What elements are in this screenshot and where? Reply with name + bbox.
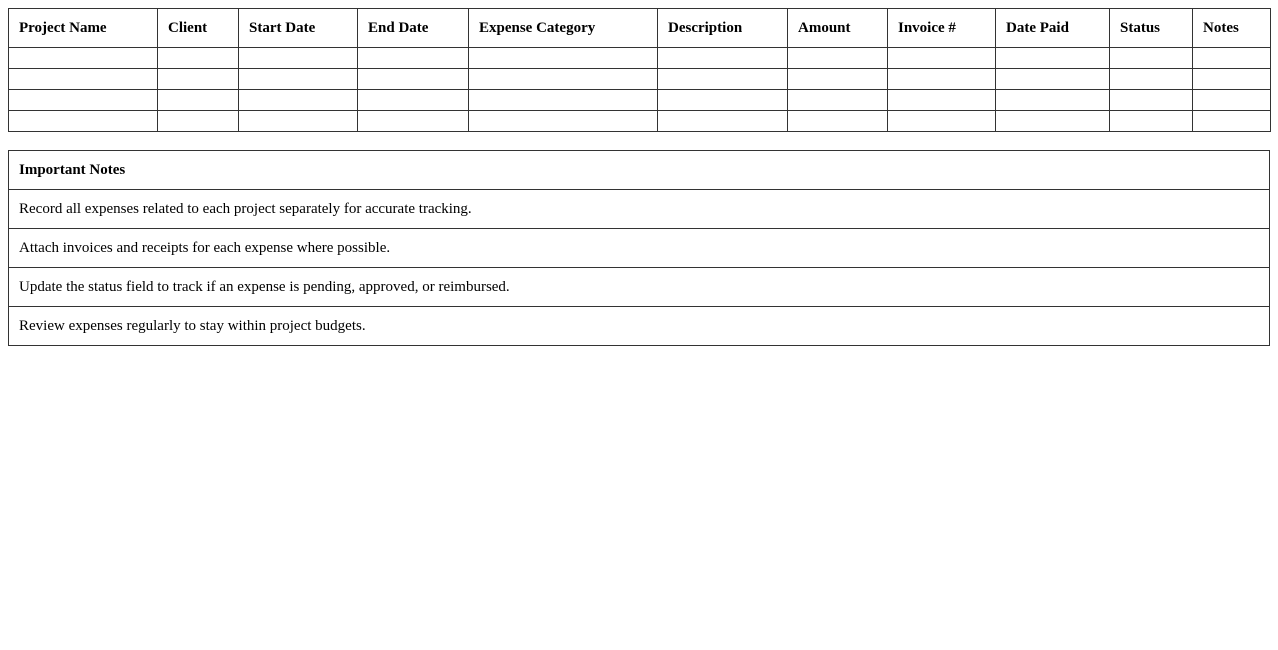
table-row [9, 69, 1271, 90]
table-cell[interactable] [888, 90, 996, 111]
note-text: Review expenses regularly to stay within project budgets. [9, 307, 1270, 346]
table-cell[interactable] [469, 111, 658, 132]
table-cell[interactable] [158, 111, 239, 132]
table-cell[interactable] [469, 48, 658, 69]
list-item [9, 190, 1270, 229]
table-cell[interactable] [1193, 69, 1271, 90]
table-cell[interactable] [788, 90, 888, 111]
notes-title: Important Notes [9, 151, 1270, 190]
header-start-date: Start Date [239, 9, 358, 48]
table-cell[interactable] [358, 90, 469, 111]
table-cell[interactable] [658, 48, 788, 69]
table-cell[interactable] [658, 111, 788, 132]
header-date-paid: Date Paid [996, 9, 1110, 48]
note-text: Update the status field to track if an expense is pending, approved, or reimbursed. [9, 268, 1270, 307]
table-cell[interactable] [996, 48, 1110, 69]
table-cell[interactable] [1193, 111, 1271, 132]
table-row [9, 111, 1271, 132]
header-invoice-number: Invoice # [888, 9, 996, 48]
table-cell[interactable] [358, 48, 469, 69]
table-cell[interactable] [1110, 69, 1193, 90]
header-status: Status [1110, 9, 1193, 48]
table-cell[interactable] [158, 69, 239, 90]
table-cell[interactable] [239, 90, 358, 111]
table-cell[interactable] [1110, 90, 1193, 111]
table-cell[interactable] [9, 111, 158, 132]
list-item [9, 229, 1270, 268]
table-cell[interactable] [788, 111, 888, 132]
table-row [9, 48, 1271, 69]
table-cell[interactable] [888, 69, 996, 90]
document-sheet [8, 8, 1270, 346]
header-expense-category: Expense Category [469, 9, 658, 48]
table-cell[interactable] [9, 90, 158, 111]
table-cell[interactable] [239, 69, 358, 90]
list-item [9, 307, 1270, 346]
table-cell[interactable] [788, 48, 888, 69]
table-cell[interactable] [9, 69, 158, 90]
expense-table [8, 8, 1271, 132]
header-description: Description [658, 9, 788, 48]
table-cell[interactable] [158, 90, 239, 111]
table-cell[interactable] [469, 90, 658, 111]
note-text: Attach invoices and receipts for each expense where possible. [9, 229, 1270, 268]
table-cell[interactable] [788, 69, 888, 90]
table-cell[interactable] [9, 48, 158, 69]
table-cell[interactable] [888, 48, 996, 69]
table-cell[interactable] [158, 48, 239, 69]
table-cell[interactable] [1110, 48, 1193, 69]
table-cell[interactable] [658, 69, 788, 90]
notes-header-row [9, 151, 1270, 190]
header-notes: Notes [1193, 9, 1271, 48]
table-row [9, 90, 1271, 111]
table-cell[interactable] [1193, 90, 1271, 111]
header-client: Client [158, 9, 239, 48]
table-cell[interactable] [358, 69, 469, 90]
header-amount: Amount [788, 9, 888, 48]
list-item [9, 268, 1270, 307]
table-cell[interactable] [1193, 48, 1271, 69]
header-row [9, 9, 1271, 48]
table-cell[interactable] [239, 111, 358, 132]
table-cell[interactable] [658, 90, 788, 111]
note-text: Record all expenses related to each project separately for accurate tracking. [9, 190, 1270, 229]
table-cell[interactable] [996, 69, 1110, 90]
header-project-name: Project Name [9, 9, 158, 48]
table-cell[interactable] [1110, 111, 1193, 132]
table-cell[interactable] [996, 90, 1110, 111]
table-cell[interactable] [358, 111, 469, 132]
table-cell[interactable] [888, 111, 996, 132]
table-cell[interactable] [239, 48, 358, 69]
table-cell[interactable] [996, 111, 1110, 132]
important-notes-table [8, 150, 1270, 346]
header-end-date: End Date [358, 9, 469, 48]
table-cell[interactable] [469, 69, 658, 90]
